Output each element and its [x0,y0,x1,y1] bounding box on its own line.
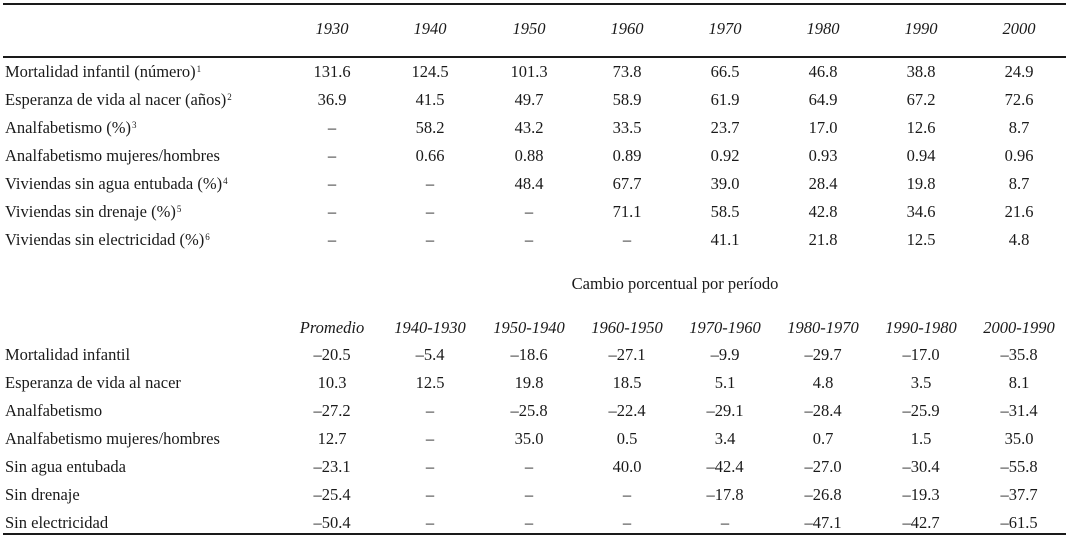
period-header: 1990-1980 [885,318,957,337]
row-label-text: Sin drenaje [5,485,80,504]
table-cell: 124.5 [411,62,449,81]
row-label [5,227,210,253]
section-title: Cambio porcentual por período [571,274,779,293]
table-cell: – [327,146,337,165]
table-row [0,115,1070,141]
row-label-text: Analfabetismo mujeres/hombres [5,146,220,165]
period-header: 2000-1990 [983,318,1055,337]
row-label-text: Esperanza de vida al nacer (años) [5,90,227,109]
table-cell: 3.4 [714,429,736,448]
table-cell: –17.0 [902,345,940,364]
table-cell: 34.6 [906,202,936,221]
table-cell: – [327,230,337,249]
row-label [5,370,181,396]
table-cell: – [622,485,632,504]
table-cell: 35.0 [1004,429,1034,448]
row-label-text: Esperanza de vida al nacer [5,373,181,392]
table-cell: 41.1 [710,230,740,249]
row-label-text: Sin agua entubada [5,457,126,476]
row-label [5,454,126,480]
row-label [5,199,181,225]
table2-header-row [0,315,1070,341]
table-cell: 28.4 [808,174,838,193]
table-row [0,342,1070,368]
table-cell: – [327,118,337,137]
row-label-text: Mortalidad infantil [5,345,131,364]
row-label-text: Analfabetismo [5,401,103,420]
footnote-marker: 6 [205,232,210,242]
table-cell: 4.8 [812,373,834,392]
table-cell: – [720,513,730,532]
table-cell: 17.0 [808,118,838,137]
table-cell: 10.3 [317,373,347,392]
table-cell: – [425,457,435,476]
table-cell: 58.9 [612,90,642,109]
table-cell: 72.6 [1004,90,1034,109]
table-cell: 73.8 [612,62,642,81]
footnote-marker: 4 [223,176,228,186]
table-cell: –47.1 [804,513,842,532]
table-cell: –25.4 [313,485,351,504]
footnote-marker: 1 [196,64,202,74]
table-cell: 67.2 [906,90,936,109]
row-label-text: Viviendas sin electricidad (%) [5,230,205,249]
table-cell: 5.1 [714,373,736,392]
table-cell: 35.0 [514,429,544,448]
table-cell: 67.7 [612,174,642,193]
table-cell: 8.1 [1008,373,1030,392]
year-header: 1950 [512,19,546,38]
table-cell: 41.5 [415,90,445,109]
table-cell: – [524,457,534,476]
row-label [5,87,232,113]
table-cell: –17.8 [706,485,744,504]
period-header: 1940-1930 [394,318,466,337]
row-label-text: Viviendas sin agua entubada (%) [5,174,223,193]
row-label [5,426,220,452]
table-cell: 19.8 [906,174,936,193]
table-cell: 43.2 [514,118,544,137]
table-cell: – [622,513,632,532]
table-cell: 4.8 [1008,230,1030,249]
table-cell: –18.6 [510,345,548,364]
table-cell: –29.1 [706,401,744,420]
table-row [0,370,1070,396]
table-cell: –61.5 [1000,513,1038,532]
table-cell: –26.8 [804,485,842,504]
row-label [5,171,228,197]
table-cell: – [425,174,435,193]
table-row [0,482,1070,508]
period-header: 1980-1970 [787,318,859,337]
table-row [0,143,1070,169]
table-cell: 48.4 [514,174,544,193]
table-cell: 21.6 [1004,202,1034,221]
table-cell: 0.92 [710,146,740,165]
table-cell: 12.5 [415,373,445,392]
table-cell: –22.4 [608,401,646,420]
table-row [0,454,1070,480]
table-cell: 12.7 [317,429,347,448]
table-cell: –31.4 [1000,401,1038,420]
row-label-text: Viviendas sin drenaje (%) [5,202,176,221]
table-cell: –9.9 [710,345,740,364]
table-cell: 1.5 [910,429,932,448]
table-cell: – [425,202,435,221]
footnote-marker: 5 [176,204,182,214]
table-cell: – [622,230,632,249]
year-header: 1960 [610,19,644,38]
row-label-text: Analfabetismo (%) [5,118,131,137]
table-cell: 0.93 [808,146,838,165]
table-cell: –50.4 [313,513,351,532]
table-row [0,227,1070,253]
table-cell: –37.7 [1000,485,1038,504]
year-header: 1940 [413,19,447,38]
table-cell: 19.8 [514,373,544,392]
table-cell: 39.0 [710,174,740,193]
table-cell: 71.1 [612,202,642,221]
table-cell: – [524,485,534,504]
table-cell: – [327,174,337,193]
table-cell: –30.4 [902,457,940,476]
table-cell: –19.3 [902,485,940,504]
footnote-marker: 3 [132,120,137,130]
table-cell: 46.8 [808,62,838,81]
table-row [0,87,1070,113]
table-cell: – [524,513,534,532]
table-cell: 131.6 [313,62,351,81]
table-cell: 33.5 [612,118,642,137]
table-cell: –27.0 [804,457,842,476]
table-cell: – [425,485,435,504]
table-cell: 40.0 [612,457,642,476]
table-cell: 3.5 [910,373,932,392]
table-cell: 61.9 [710,90,740,109]
row-label [5,143,220,169]
table-cell: – [524,202,534,221]
table-cell: –5.4 [415,345,445,364]
period-header: 1970-1960 [689,318,761,337]
table-cell: –35.8 [1000,345,1038,364]
table-cell: 8.7 [1008,118,1030,137]
table-cell: 8.7 [1008,174,1030,193]
period-header: Promedio [299,318,365,337]
year-header: 1970 [708,19,742,38]
table-cell: 42.8 [808,202,838,221]
table-cell: –29.7 [804,345,842,364]
table-cell: 0.94 [906,146,936,165]
row-label [5,398,102,424]
table-cell: –42.7 [902,513,940,532]
table-cell: –42.4 [706,457,744,476]
table-cell: – [425,401,435,420]
header-rule [3,56,1066,58]
table-cell: 21.8 [808,230,838,249]
year-header: 2000 [1002,19,1036,38]
table-cell: 12.6 [906,118,936,137]
table-cell: –27.2 [313,401,351,420]
table-cell: – [425,230,435,249]
table-cell: 23.7 [710,118,740,137]
table-cell: –27.1 [608,345,646,364]
table-cell: –25.9 [902,401,940,420]
year-header: 1980 [806,19,840,38]
row-label [5,59,201,85]
table-cell: 66.5 [710,62,740,81]
period-header: 1960-1950 [591,318,663,337]
table-cell: 0.5 [616,429,638,448]
period-header: 1950-1940 [493,318,565,337]
table-row [0,199,1070,225]
table-cell: 58.2 [415,118,445,137]
table-cell: –55.8 [1000,457,1038,476]
footnote-marker: 2 [227,92,232,102]
row-label [5,342,130,368]
table-cell: – [425,513,435,532]
table-cell: 0.89 [612,146,642,165]
table-cell: 58.5 [710,202,740,221]
table-row [0,59,1070,85]
table-top-rule [3,3,1066,5]
table-row [0,171,1070,197]
row-label-text: Analfabetismo mujeres/hombres [5,429,220,448]
table1-header-row [0,16,1070,42]
row-label-text: Sin electricidad [5,513,109,532]
table-cell: 18.5 [612,373,642,392]
row-label-text: Mortalidad infantil (número) [5,62,196,81]
table-bottom-rule [3,533,1066,535]
table-cell: 24.9 [1004,62,1034,81]
table-cell: – [524,230,534,249]
table-cell: 12.5 [906,230,936,249]
row-label [5,482,80,508]
table-cell: –20.5 [313,345,351,364]
table-cell: – [425,429,435,448]
table-row [0,398,1070,424]
table-cell: 36.9 [317,90,347,109]
table-cell: –28.4 [804,401,842,420]
table-row [0,426,1070,452]
table-cell: –23.1 [313,457,351,476]
year-header: 1990 [904,19,938,38]
table-cell: 64.9 [808,90,838,109]
table-cell: 0.88 [514,146,544,165]
table-cell: – [327,202,337,221]
table-cell: 101.3 [510,62,548,81]
row-label [5,115,137,141]
year-header: 1930 [315,19,349,38]
table-cell: 49.7 [514,90,544,109]
table-cell: 0.66 [415,146,445,165]
table-cell: 38.8 [906,62,936,81]
table-cell: –25.8 [510,401,548,420]
table-cell: 0.96 [1004,146,1034,165]
table-cell: 0.7 [812,429,834,448]
